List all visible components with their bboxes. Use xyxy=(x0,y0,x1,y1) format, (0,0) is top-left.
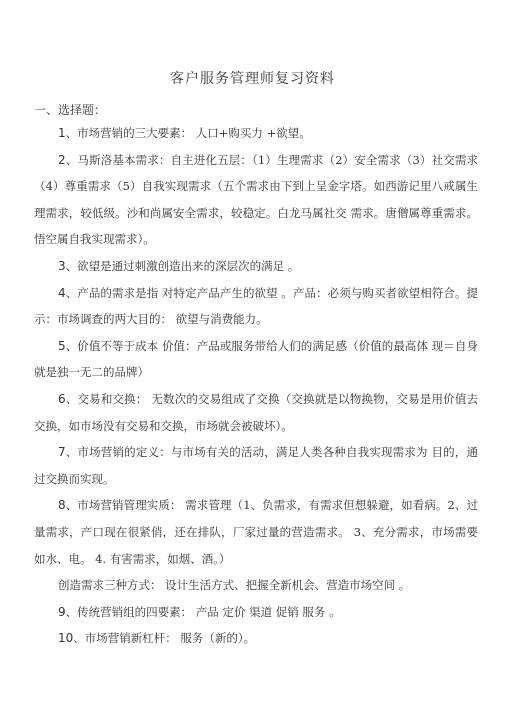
paragraph-7 xyxy=(34,439,478,492)
paragraph-9 xyxy=(34,599,478,626)
paragraph-text: 、马斯洛基本需求：自主进化五层：（1）生理需求（2）安全需求（3）社交需求（4）尊重需求（5）自我实现需求（五个需求由下到上呈金字塔。如西游记里八戒属生理需求，较低级。沙和尚属安全需求，较稳定。白龙马属社交 需求。唐僧属尊重需求。悟空属自我实现需求）。 xyxy=(34,152,478,247)
paragraph-number: 3 xyxy=(58,258,66,273)
paragraph-2 xyxy=(34,147,478,253)
paragraph-number: 8 xyxy=(58,498,66,513)
paragraph-number: 6 xyxy=(58,391,66,406)
paragraph-text: 创造需求三种方式： 设计生活方式、把握全新机会、营造市场空间 。 xyxy=(58,578,411,593)
paragraph-text: 、价值不等于成本 价值：产品或服务带给人们的满足感（价值的最高体 现＝自身就是独一无二的品牌） xyxy=(34,338,478,380)
paragraph-text: 、交易和交换： 无数次的交易组成了交换（交换就是以物换物，交易是用价值去交换，如市场没有交易和交换，市场就会被破坏）。 xyxy=(34,391,478,433)
paragraph-10 xyxy=(34,625,478,652)
paragraph-number: 2 xyxy=(58,152,66,167)
paragraph-text: 、传统营销组的四要素： 产品 定价 渠道 促销 服务 。 xyxy=(65,604,341,619)
paragraph-text: 、市场营销新杠杆： 服务（新的）。 xyxy=(73,631,256,646)
paragraph-text: 、市场营销管理实质： 需求管理（1、负需求，有需求但想躲避，如看病。2、过量需求，产口现在很紧俏，还在排队，厂家过量的营造需求。 3、充分需求，市场需要如水、电。 4. 有害需求，如烟、酒。） xyxy=(34,498,478,566)
paragraph-5 xyxy=(34,333,478,386)
paragraph-number: 1 xyxy=(58,126,66,140)
paragraph-number: 7 xyxy=(58,445,66,460)
paragraph-3 xyxy=(34,253,478,280)
paragraph-text: 、市场营销的三大要素： 人口+购买力 +欲望。 xyxy=(65,126,311,140)
paragraph-1 xyxy=(34,120,478,147)
paragraph-number: 4 xyxy=(58,285,66,300)
paragraph-number: 5 xyxy=(58,338,66,353)
paragraph-6 xyxy=(34,386,478,439)
paragraph-text: 、产品的需求是指 对特定产品产生的欲望 。产品：必须与购买者欲望相符合。提示：市场调查的两大目的： 欲望与消费能力。 xyxy=(34,285,478,327)
paragraph-text: 、欲望是通过刺激创造出来的深层次的满足 。 xyxy=(65,258,300,273)
paragraph-number: 9 xyxy=(58,604,66,619)
paragraph-demand-methods xyxy=(34,572,478,599)
paragraph-8 xyxy=(34,492,478,572)
section-heading: 一、选择题： xyxy=(34,103,107,117)
document-body xyxy=(34,120,478,652)
paragraph-number: 10 xyxy=(58,631,74,646)
document-title: 客户服务管理师复习资料 xyxy=(170,71,335,87)
paragraph-4 xyxy=(34,280,478,333)
paragraph-text: 、市场营销的定义：与市场有关的活动，满足人类各种自我实现需求为 目的，通过交换而实现。 xyxy=(34,445,478,486)
